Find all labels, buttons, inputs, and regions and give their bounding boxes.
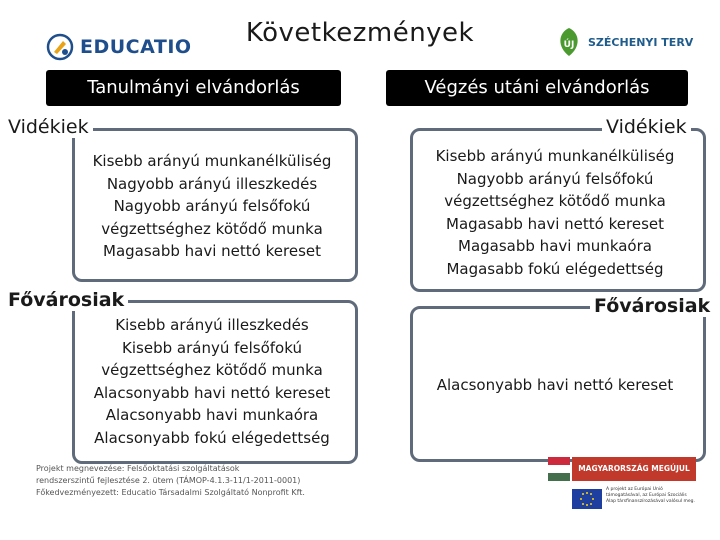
list-item: Alacsonyabb havi munkaóra (105, 406, 319, 424)
list-item: Nagyobb arányú felsőfokú (456, 169, 654, 188)
list-item: Nagyobb arányú felsőfokú (113, 197, 311, 215)
eu-funding-text: A projekt az Európai Unió támogatásával, az Európai Szociális Alap társfinanszírozásával valósul meg. (606, 487, 695, 504)
szechenyi-leaf-icon (556, 27, 582, 57)
right-rural-label: Vidékiek (602, 116, 691, 138)
list-item: Alacsonyabb fokú elégedettség (94, 428, 330, 447)
educatio-logo-icon (46, 33, 74, 61)
left-rural-label: Vidékiek (4, 116, 93, 138)
left-rural-list (78, 150, 346, 263)
magyarorszag-megujul-banner: MAGYARORSZÁG MEGÚJUL (572, 457, 696, 481)
right-capital-label: Fővárosiak (590, 295, 714, 317)
list-item: Magasabb havi nettó kereset (103, 242, 321, 260)
hungary-flag-icon (548, 457, 570, 481)
funding-badge (548, 455, 696, 513)
right-rural-list (416, 145, 694, 280)
szechenyi-icon-text: ÚJ (563, 40, 575, 50)
szechenyi-terv-logo (556, 26, 696, 58)
list-item: Magasabb fokú elégedettség (446, 259, 664, 278)
left-column-header: Tanulmányi elvándorlás (46, 70, 341, 106)
right-column-header: Végzés utáni elvándorlás (386, 70, 688, 106)
list-item: végzettséghez kötődő munka (101, 219, 323, 238)
list-item: Kisebb arányú munkanélküliség (435, 147, 675, 165)
footer-line: Főkedvezményezett: Educatio Társadalmi Szolgáltató Nonprofit Kft. (36, 488, 305, 497)
page-title: Következmények (245, 18, 475, 48)
list-item: Nagyobb arányú illeszkedés (106, 174, 318, 193)
list-item: Magasabb havi nettó kereset (446, 214, 664, 233)
list-item: Kisebb arányú illeszkedés (115, 316, 309, 334)
footer-project-info (36, 463, 366, 499)
szechenyi-logo-text: SZÉCHENYI TERV (588, 35, 694, 49)
left-capital-list (78, 314, 346, 449)
list-item: Magasabb havi munkaóra (458, 237, 652, 255)
list-item: végzettséghez kötődő munka (101, 361, 323, 379)
left-capital-label: Fővárosiak (4, 289, 128, 311)
list-item: Kisebb arányú felsőfokú (122, 338, 302, 357)
right-capital-list (416, 374, 694, 397)
list-item: végzettséghez kötődő munka (444, 192, 666, 210)
list-item: Alacsonyabb havi nettó kereset (436, 376, 674, 394)
list-item: Kisebb arányú munkanélküliség (92, 152, 332, 170)
list-item: Alacsonyabb havi nettó kereset (93, 383, 331, 402)
eu-flag-icon (572, 489, 602, 509)
footer-line: Projekt megnevezése: Felsőoktatási szolgáltatások (36, 464, 240, 473)
educatio-logo-text: EDUCATIO (80, 36, 192, 58)
footer-line: rendszerszintű fejlesztése 2. ütem (TÁMOP-4.1.3-11/1-2011-0001) (36, 476, 301, 485)
educatio-logo (46, 30, 206, 64)
